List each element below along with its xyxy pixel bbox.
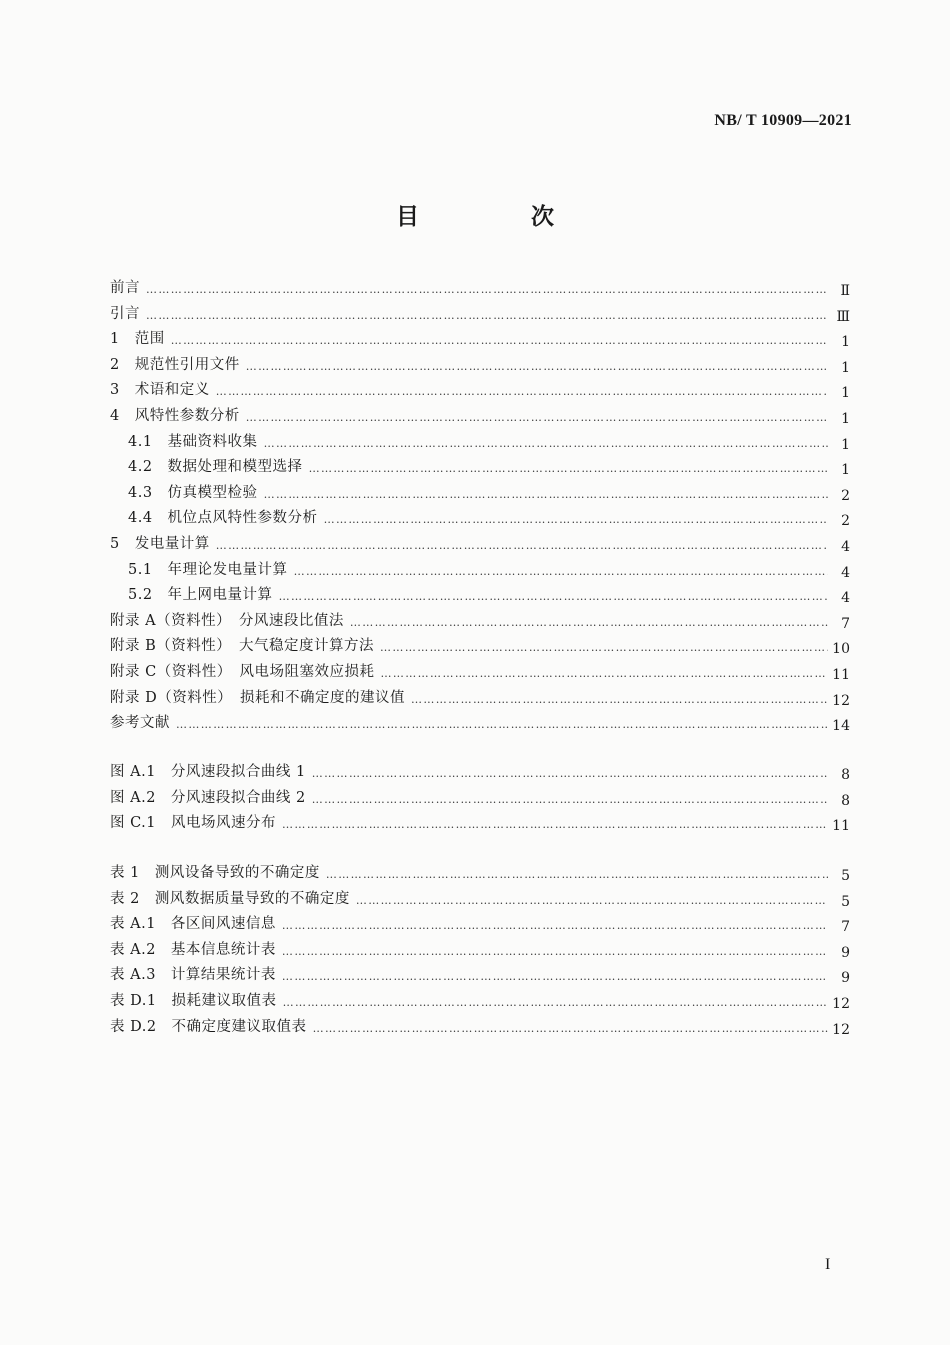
dot-leader (216, 539, 828, 552)
toc-entry-label: 附录 A（资料性） 分风速段比值法 (110, 612, 344, 629)
toc-entry[interactable] (110, 634, 850, 660)
figure-entry[interactable] (110, 760, 850, 786)
toc-entry-page: 2 (841, 513, 850, 530)
toc-entry-label: 5.1 年理论发电量计算 (128, 561, 288, 578)
toc-figure-list (110, 760, 850, 837)
toc-entry[interactable] (110, 711, 850, 737)
dot-leader (279, 590, 828, 603)
dot-leader (282, 919, 828, 932)
toc-entry-page: 4 (841, 538, 850, 555)
toc-entry-label: 5 发电量计算 (110, 535, 210, 552)
table-entry-label: 表 D.2 不确定度建议取值表 (110, 1018, 307, 1035)
toc-entry[interactable] (110, 378, 850, 404)
table-entry-page: 5 (841, 868, 850, 884)
dot-leader (294, 565, 828, 578)
dot-leader (326, 868, 828, 881)
toc-entry-label: 2 规范性引用文件 (110, 356, 240, 373)
table-entry-label: 表 D.1 损耗建议取值表 (110, 992, 277, 1009)
page-number: I (825, 1256, 831, 1273)
dot-leader (176, 718, 828, 731)
toc-entry[interactable] (110, 276, 850, 302)
toc-entry-page: 1 (841, 385, 850, 402)
table-entry-label: 表 1 测风设备导致的不确定度 (110, 865, 320, 881)
table-entry[interactable] (110, 887, 850, 913)
dot-leader (356, 894, 828, 907)
dot-leader (246, 360, 828, 373)
toc-entry-page: 12 (832, 692, 850, 709)
toc-entry-page: 1 (841, 436, 850, 453)
toc-entry-label: 附录 C（资料性） 风电场阻塞效应损耗 (110, 663, 375, 680)
table-entry-page: 7 (841, 919, 850, 936)
dot-leader (313, 1022, 828, 1035)
figure-entry[interactable] (110, 811, 850, 837)
toc-entry-page: 2 (841, 487, 850, 504)
toc-entry-label: 前言 (110, 280, 140, 296)
toc-entry[interactable] (110, 327, 850, 353)
toc-entry-page: 1 (841, 359, 850, 376)
toc-entry-label: 1 范围 (110, 331, 165, 348)
dot-leader (264, 488, 828, 501)
dot-leader (282, 970, 828, 983)
figure-entry-label: 图 A.2 分风速段拟合曲线 2 (110, 789, 306, 806)
dot-leader (380, 667, 828, 680)
toc-entry-page: 7 (841, 615, 850, 632)
toc-main-list (110, 276, 850, 737)
toc-entry-label: 引言 (110, 305, 140, 322)
toc-entry[interactable] (110, 455, 850, 481)
dot-leader (171, 334, 828, 347)
figure-entry-label: 图 A.1 分风速段拟合曲线 1 (110, 764, 306, 780)
dot-leader (350, 616, 828, 629)
dot-leader (324, 513, 828, 526)
dot-leader (282, 945, 828, 958)
figure-entry[interactable] (110, 786, 850, 812)
table-entry[interactable] (110, 963, 850, 989)
table-entry-label: 表 A.3 计算结果统计表 (110, 967, 276, 984)
toc-entry-label: 4.2 数据处理和模型选择 (128, 459, 303, 476)
dot-leader (312, 767, 828, 780)
table-entry[interactable] (110, 1015, 850, 1041)
dot-leader (380, 641, 828, 654)
dot-leader (282, 818, 828, 831)
figure-entry-page: 11 (832, 818, 850, 835)
figure-entry-page: 8 (841, 792, 850, 809)
figure-entry-page: 8 (841, 767, 850, 783)
toc-entry-label: 4.4 机位点风特性参数分析 (128, 510, 318, 527)
toc-entry[interactable] (110, 660, 850, 686)
figure-entry-label: 图 C.1 风电场风速分布 (110, 815, 277, 832)
toc-entry-label: 附录 B（资料性） 大气稳定度计算方法 (110, 638, 375, 655)
toc-title: 目 次 (395, 204, 606, 230)
toc-entry[interactable] (110, 430, 850, 456)
toc-entry-label: 附录 D（资料性） 损耗和不确定度的建议值 (110, 689, 405, 706)
dot-leader (283, 996, 828, 1009)
toc-entry[interactable] (110, 506, 850, 532)
table-entry[interactable] (110, 938, 850, 964)
toc-entry-label: 4.3 仿真模型检验 (128, 484, 258, 501)
table-entry-page: 5 (841, 893, 850, 910)
toc-entry[interactable] (110, 302, 850, 328)
toc-entry-label: 4.1 基础资料收集 (128, 433, 258, 450)
toc-entry-page: 10 (832, 641, 850, 658)
standard-number: NB/ T 10909—2021 (714, 112, 852, 129)
toc-entry[interactable] (110, 558, 850, 584)
toc-entry-page: 1 (841, 462, 850, 479)
toc-entry[interactable] (110, 686, 850, 712)
dot-leader (312, 793, 828, 806)
table-entry-page: 12 (832, 995, 850, 1012)
toc-entry-page: Ⅲ (836, 308, 850, 325)
table-entry-page: 9 (841, 970, 850, 987)
toc-entry-label: 5.2 年上网电量计算 (128, 587, 273, 604)
table-entry-page: 12 (832, 1021, 850, 1038)
dot-leader (146, 283, 828, 296)
toc-entry[interactable] (110, 353, 850, 379)
table-entry[interactable] (110, 861, 850, 887)
toc-entry[interactable] (110, 583, 850, 609)
toc-entry[interactable] (110, 404, 850, 430)
toc-entry[interactable] (110, 609, 850, 635)
toc-entry-label: 参考文献 (110, 715, 170, 732)
toc-entry-label: 4 风特性参数分析 (110, 407, 240, 424)
dot-leader (246, 411, 828, 424)
dot-leader (264, 437, 828, 450)
toc-entry-page: 11 (832, 666, 850, 683)
table-entry[interactable] (110, 912, 850, 938)
toc-table-list (110, 861, 850, 1040)
dot-leader (216, 385, 828, 398)
table-entry-label: 表 A.2 基本信息统计表 (110, 941, 276, 958)
toc-entry[interactable] (110, 481, 850, 507)
table-entry-label: 表 2 测风数据质量导致的不确定度 (110, 890, 350, 907)
toc-entry[interactable] (110, 532, 850, 558)
dot-leader (411, 693, 828, 706)
toc-entry-page: 1 (841, 334, 850, 351)
toc-entry-page: 4 (841, 590, 850, 607)
toc-entry-page: Ⅱ (840, 283, 850, 299)
table-entry-page: 9 (841, 944, 850, 961)
toc-entry-page: 4 (841, 564, 850, 581)
table-entry-label: 表 A.1 各区间风速信息 (110, 916, 276, 933)
dot-leader (146, 309, 828, 322)
toc-entry-page: 14 (832, 718, 850, 735)
dot-leader (309, 462, 828, 475)
toc-entry-page: 1 (841, 410, 850, 427)
toc-entry-label: 3 术语和定义 (110, 382, 210, 399)
table-entry[interactable] (110, 989, 850, 1015)
